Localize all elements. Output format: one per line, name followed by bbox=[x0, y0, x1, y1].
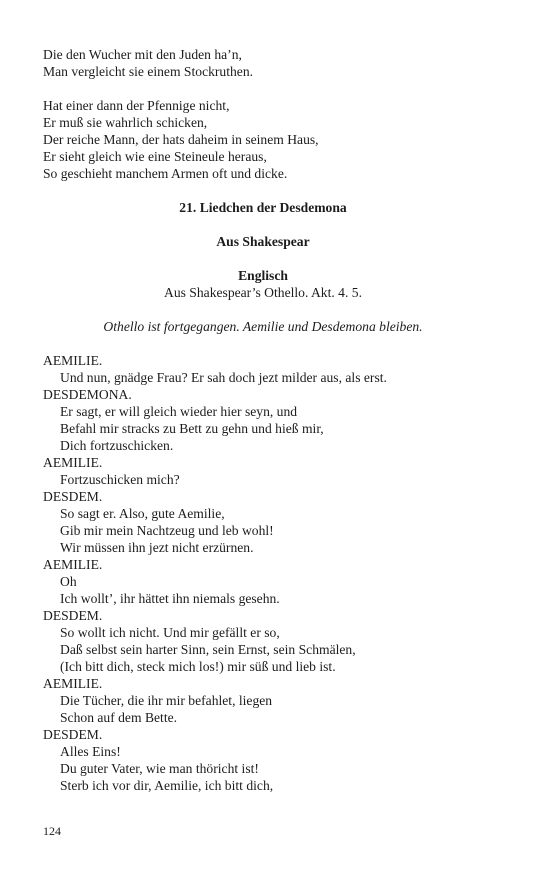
section-language: Englisch bbox=[238, 268, 288, 283]
speaker-name: AEMILIE. bbox=[43, 557, 103, 572]
section-source: Aus Shakespear’s Othello. Akt. 4. 5. bbox=[164, 285, 362, 300]
speaker-name: DESDEM. bbox=[43, 727, 103, 742]
dialogue-line: Die Tücher, die ihr mir befahlet, liegen bbox=[60, 693, 273, 708]
section-subtitle: Aus Shakespear bbox=[216, 234, 310, 249]
page-body bbox=[43, 46, 483, 794]
dialogue-line: Sterb ich vor dir, Aemilie, ich bitt dich, bbox=[60, 778, 274, 793]
dialogue-line: Fortzuschicken mich? bbox=[60, 472, 180, 487]
dialogue-line: Ich wollt’, ihr hättet ihn niemals gesehn. bbox=[60, 591, 280, 606]
speaker-name: DESDEM. bbox=[43, 489, 103, 504]
dialogue-line: Oh bbox=[60, 574, 77, 589]
verse-line: Er sieht gleich wie eine Steineule heraus, bbox=[43, 149, 267, 164]
dialogue-block bbox=[43, 352, 483, 794]
dialogue-line: Wir müssen ihn jezt nicht erzürnen. bbox=[60, 540, 254, 555]
speaker-name: DESDEM. bbox=[43, 608, 103, 623]
speaker-name: AEMILIE. bbox=[43, 455, 103, 470]
section-title: 21. Liedchen der Desdemona bbox=[179, 200, 347, 215]
verse-line: So geschieht manchem Armen oft und dicke. bbox=[43, 166, 288, 181]
dialogue-line: Und nun, gnädge Frau? Er sah doch jezt milder aus, als erst. bbox=[60, 370, 387, 385]
stage-direction: Othello ist fortgegangen. Aemilie und Desdemona bleiben. bbox=[103, 319, 423, 334]
page-number: 124 bbox=[43, 824, 61, 838]
verse-line: Der reiche Mann, der hats daheim in seinem Haus, bbox=[43, 132, 319, 147]
verse-stanza-2 bbox=[43, 97, 483, 182]
speaker-name: AEMILIE. bbox=[43, 676, 103, 691]
dialogue-line: Dich fortzuschicken. bbox=[60, 438, 174, 453]
dialogue-line: Gib mir mein Nachtzeug und leb wohl! bbox=[60, 523, 274, 538]
speaker-name: DESDEMONA. bbox=[43, 387, 132, 402]
verse-stanza-1 bbox=[43, 46, 483, 80]
dialogue-line: So wollt ich nicht. Und mir gefällt er so, bbox=[60, 625, 280, 640]
dialogue-line: (Ich bitt dich, steck mich los!) mir süß und lieb ist. bbox=[60, 659, 336, 674]
dialogue-line: Daß selbst sein harter Sinn, sein Ernst, sein Schmälen, bbox=[60, 642, 356, 657]
dialogue-line: Du guter Vater, wie man thöricht ist! bbox=[60, 761, 259, 776]
dialogue-line: Befahl mir stracks zu Bett zu gehn und hieß mir, bbox=[60, 421, 324, 436]
dialogue-line: Schon auf dem Bette. bbox=[60, 710, 178, 725]
verse-line: Hat einer dann der Pfennige nicht, bbox=[43, 98, 230, 113]
verse-line: Die den Wucher mit den Juden ha’n, bbox=[43, 47, 242, 62]
dialogue-line: Er sagt, er will gleich wieder hier seyn, und bbox=[60, 404, 298, 419]
dialogue-line: So sagt er. Also, gute Aemilie, bbox=[60, 506, 225, 521]
dialogue-line: Alles Eins! bbox=[60, 744, 121, 759]
speaker-name: AEMILIE. bbox=[43, 353, 103, 368]
verse-line: Er muß sie wahrlich schicken, bbox=[43, 115, 208, 130]
verse-line: Man vergleicht sie einem Stockruthen. bbox=[43, 64, 254, 79]
